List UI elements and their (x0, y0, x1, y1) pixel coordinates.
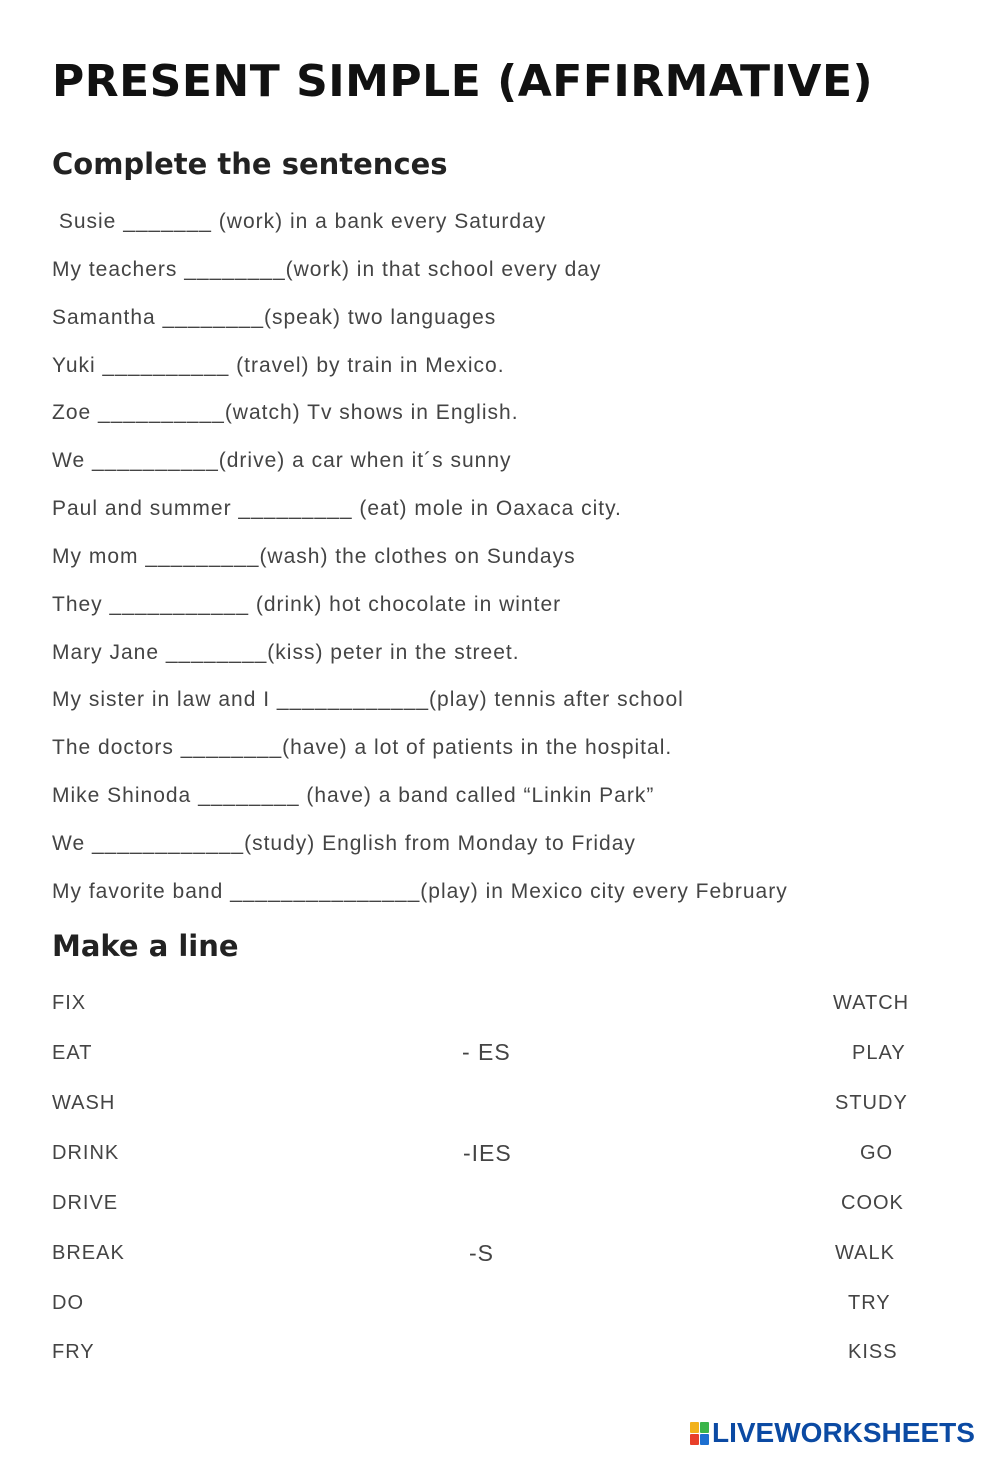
left-word[interactable]: DO (52, 1292, 84, 1314)
page-title: PRESENT SIMPLE (AFFIRMATIVE) (52, 56, 874, 107)
left-word[interactable]: BREAK (52, 1242, 125, 1264)
logo-square (690, 1434, 699, 1445)
sentence-item[interactable]: My favorite band _______________(play) in Mexico city every February (52, 880, 788, 903)
right-word[interactable]: STUDY (835, 1092, 908, 1114)
sentence-item[interactable]: Susie _______ (work) in a bank every Saturday (52, 210, 547, 233)
sentence-item[interactable]: We __________(drive) a car when it´s sunny (52, 449, 512, 472)
sentence-item[interactable]: Zoe __________(watch) Tv shows in English. (52, 401, 519, 424)
logo-square (700, 1422, 709, 1433)
sentence-item[interactable]: My sister in law and I ____________(play) tennis after school (52, 688, 684, 711)
sentence-item[interactable]: They ___________ (drink) hot chocolate in winter (52, 593, 562, 616)
sentence-item[interactable]: Mary Jane ________(kiss) peter in the street. (52, 641, 520, 664)
logo-square (700, 1434, 709, 1445)
logo-icon (690, 1422, 709, 1445)
right-word[interactable]: WALK (835, 1242, 895, 1264)
section-heading-complete: Complete the sentences (52, 147, 448, 181)
logo-square (690, 1422, 699, 1433)
brand-name: LIVEWORKSHEETS (712, 1417, 975, 1448)
right-word[interactable]: COOK (841, 1192, 904, 1214)
sentence-item[interactable]: My mom _________(wash) the clothes on Sundays (52, 545, 576, 568)
left-word[interactable]: EAT (52, 1042, 93, 1064)
left-word[interactable]: FRY (52, 1341, 95, 1363)
suffix-es[interactable]: - ES (462, 1039, 511, 1065)
right-word[interactable]: KISS (848, 1341, 898, 1363)
left-word[interactable]: FIX (52, 992, 87, 1014)
left-word[interactable]: DRIVE (52, 1192, 119, 1214)
right-word[interactable]: GO (860, 1142, 894, 1164)
sentence-item[interactable]: The doctors ________(have) a lot of patients in the hospital. (52, 736, 673, 759)
suffix-s[interactable]: -S (469, 1240, 494, 1266)
sentence-item[interactable]: Paul and summer _________ (eat) mole in Oaxaca city. (52, 497, 622, 520)
sentence-item[interactable]: We ____________(study) English from Monday to Friday (52, 832, 636, 855)
sentence-item[interactable]: Samantha ________(speak) two languages (52, 306, 497, 329)
sentence-item[interactable]: Mike Shinoda ________ (have) a band called “Linkin Park” (52, 784, 655, 807)
suffix-ies[interactable]: -IES (463, 1140, 512, 1166)
sentence-item[interactable]: My teachers ________(work) in that school every day (52, 258, 602, 281)
right-word[interactable]: WATCH (833, 992, 910, 1014)
left-word[interactable]: DRINK (52, 1142, 120, 1164)
section-heading-make-a-line: Make a line (52, 929, 239, 963)
right-word[interactable]: PLAY (852, 1042, 906, 1064)
left-word[interactable]: WASH (52, 1092, 116, 1114)
right-word[interactable]: TRY (848, 1292, 891, 1314)
liveworksheets-logo (690, 1416, 975, 1450)
sentence-item[interactable]: Yuki __________ (travel) by train in Mexico. (52, 354, 505, 377)
